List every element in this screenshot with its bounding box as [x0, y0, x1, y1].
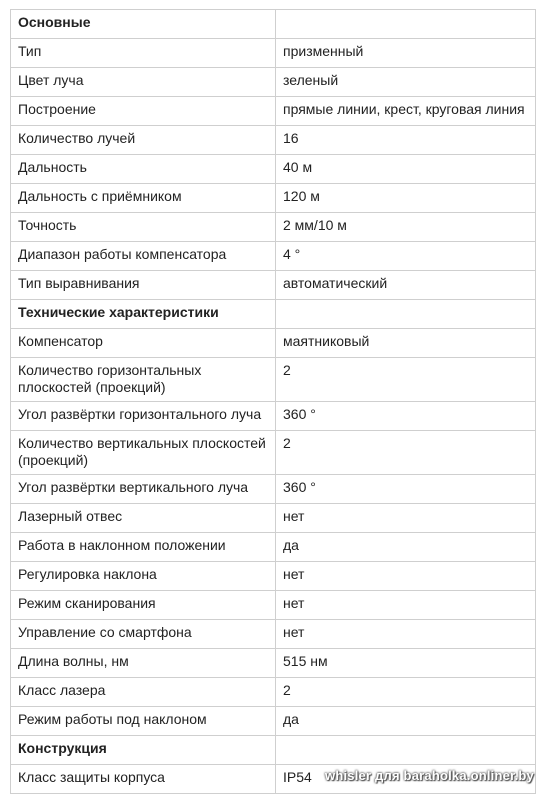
spec-value: 40 м: [276, 155, 536, 184]
spec-row: [11, 97, 536, 126]
spec-row: [11, 620, 536, 649]
spec-label: Построение: [11, 97, 276, 126]
spec-row: [11, 649, 536, 678]
spec-value: 2: [276, 678, 536, 707]
spec-row: [11, 591, 536, 620]
spec-value: 120 м: [276, 184, 536, 213]
spec-value: 515 нм: [276, 649, 536, 678]
spec-value: призменный: [276, 39, 536, 68]
spec-label: Диапазон работы компенсатора: [11, 242, 276, 271]
spec-value: автоматический: [276, 271, 536, 300]
spec-label: Количество лучей: [11, 126, 276, 155]
spec-row: [11, 213, 536, 242]
spec-value: IP54: [276, 765, 536, 794]
section-header-row: [11, 736, 536, 765]
spec-label: Тип выравнивания: [11, 271, 276, 300]
spec-value: 2: [276, 358, 536, 402]
spec-label: Количество вертикальных плоскостей (проекций): [11, 431, 276, 475]
section-header-empty-cell: [276, 300, 536, 329]
spec-row: [11, 562, 536, 591]
section-title: Конструкция: [11, 736, 276, 765]
section-title: Технические характеристики: [11, 300, 276, 329]
spec-table: [10, 9, 536, 794]
spec-row: [11, 126, 536, 155]
spec-row: [11, 329, 536, 358]
spec-label: Регулировка наклона: [11, 562, 276, 591]
spec-label: Класс защиты корпуса: [11, 765, 276, 794]
watermark-text: whisler для baraholka.onliner.by: [325, 768, 534, 783]
section-header-empty-cell: [276, 736, 536, 765]
spec-value: маятниковый: [276, 329, 536, 358]
spec-label: Режим сканирования: [11, 591, 276, 620]
spec-row: [11, 402, 536, 431]
spec-row: [11, 271, 536, 300]
spec-label: Режим работы под наклоном: [11, 707, 276, 736]
spec-row: [11, 242, 536, 271]
spec-row: [11, 155, 536, 184]
spec-value: нет: [276, 591, 536, 620]
spec-label: Дальность с приёмником: [11, 184, 276, 213]
spec-label: Работа в наклонном положении: [11, 533, 276, 562]
spec-label: Дальность: [11, 155, 276, 184]
spec-label: Угол развёртки горизонтального луча: [11, 402, 276, 431]
spec-value: да: [276, 533, 536, 562]
spec-label: Точность: [11, 213, 276, 242]
spec-value: 4 °: [276, 242, 536, 271]
section-title: Основные: [11, 10, 276, 39]
spec-value: прямые линии, крест, круговая линия: [276, 97, 536, 126]
spec-value: нет: [276, 504, 536, 533]
spec-row: [11, 504, 536, 533]
spec-label: Цвет луча: [11, 68, 276, 97]
spec-label: Количество горизонтальных плоскостей (проекций): [11, 358, 276, 402]
spec-row: [11, 707, 536, 736]
spec-value: нет: [276, 620, 536, 649]
spec-value: 16: [276, 126, 536, 155]
spec-value: да: [276, 707, 536, 736]
spec-row: [11, 358, 536, 402]
spec-row: [11, 431, 536, 475]
spec-label: Лазерный отвес: [11, 504, 276, 533]
spec-label: Длина волны, нм: [11, 649, 276, 678]
section-header-empty-cell: [276, 10, 536, 39]
spec-label: Управление со смартфона: [11, 620, 276, 649]
section-header-row: [11, 10, 536, 39]
spec-value: зеленый: [276, 68, 536, 97]
spec-row: [11, 678, 536, 707]
spec-label: Угол развёртки вертикального луча: [11, 475, 276, 504]
spec-value: 2: [276, 431, 536, 475]
spec-value: 360 °: [276, 402, 536, 431]
spec-row: [11, 184, 536, 213]
spec-label: Компенсатор: [11, 329, 276, 358]
spec-label: Тип: [11, 39, 276, 68]
spec-row: [11, 39, 536, 68]
spec-value: 360 °: [276, 475, 536, 504]
spec-value: 2 мм/10 м: [276, 213, 536, 242]
spec-row: [11, 475, 536, 504]
spec-table-body: [11, 10, 536, 794]
spec-row: [11, 533, 536, 562]
section-header-row: [11, 300, 536, 329]
spec-row: [11, 68, 536, 97]
spec-value: нет: [276, 562, 536, 591]
spec-label: Класс лазера: [11, 678, 276, 707]
